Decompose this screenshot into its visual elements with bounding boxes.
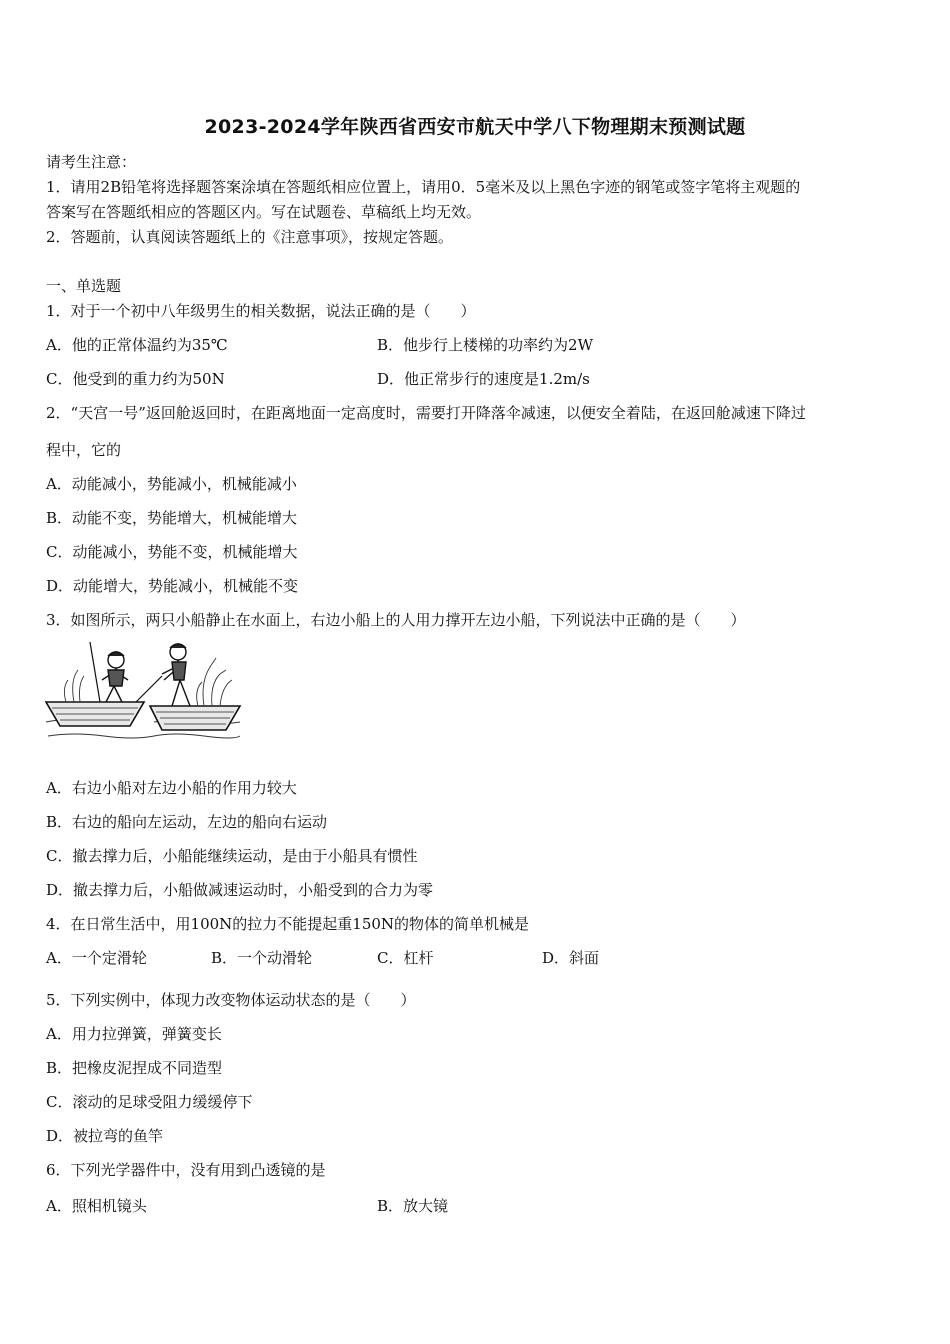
question-1-option-d: D．他正常步行的速度是1.2m/s — [377, 370, 590, 388]
question-3-stem: 3．如图所示，两只小船静止在水面上，右边小船上的人用力撑开左边小船，下列说法中正确的是（ ） — [46, 611, 746, 629]
right-person — [162, 644, 190, 706]
question-2-stem-line-2: 程中，它的 — [46, 441, 122, 459]
question-6-option-a: A．照相机镜头 — [46, 1197, 147, 1215]
notice-heading: 请考生注意： — [46, 153, 137, 171]
question-3-option-d: D．撤去撑力后，小船做减速运动时，小船受到的合力为零 — [46, 881, 434, 899]
question-4-option-a: A．一个定滑轮 — [46, 949, 147, 967]
question-3-option-c: C．撤去撑力后，小船能继续运动，是由于小船具有惯性 — [46, 847, 418, 865]
question-5-option-a: A．用力拉弹簧，弹簧变长 — [46, 1025, 222, 1043]
notice-item-1-line-1: 1．请用2B铅笔将选择题答案涂填在答题纸相应位置上，请用0．5毫米及以上黑色字迹的钢笔或签字笔将主观题的 — [46, 178, 801, 196]
notice-item-2: 2．答题前，认真阅读答题纸上的《注意事项》，按规定答题。 — [46, 228, 454, 246]
notice-item-1-line-2: 答案写在答题纸相应的答题区内。写在试题卷、草稿纸上均无效。 — [46, 203, 482, 221]
left-person — [102, 652, 128, 702]
question-5-stem: 5．下列实例中，体现力改变物体运动状态的是（ ） — [46, 991, 416, 1009]
question-4-option-d: D．斜面 — [542, 949, 600, 967]
question-2-stem-line-1: 2．“天宫一号”返回舱返回时，在距离地面一定高度时，需要打开降落伞减速，以便安全着陆，在返回舱减速下降过 — [46, 404, 806, 422]
question-2-option-c: C．动能减小，势能不变，机械能增大 — [46, 543, 298, 561]
question-6-option-b: B．放大镜 — [377, 1197, 449, 1215]
question-4-option-c: C．杠杆 — [377, 949, 434, 967]
question-5-option-c: C．滚动的足球受阻力缓缓停下 — [46, 1093, 253, 1111]
question-3-option-b: B．右边的船向左运动，左边的船向右运动 — [46, 813, 328, 831]
question-2-option-b: B．动能不变，势能增大，机械能增大 — [46, 509, 298, 527]
question-6-stem: 6．下列光学器件中，没有用到凸透镜的是 — [46, 1161, 326, 1179]
question-4-option-b: B．一个动滑轮 — [211, 949, 313, 967]
two-boats-figure — [44, 640, 244, 750]
question-1-stem: 1．对于一个初中八年级男生的相关数据，说法正确的是（ ） — [46, 302, 476, 320]
question-2-option-a: A．动能减小，势能减小，机械能减小 — [46, 475, 297, 493]
question-1-option-a: A．他的正常体温约为35℃ — [46, 336, 228, 354]
question-4-stem: 4．在日常生活中，用100N的拉力不能提起重150N的物体的简单机械是 — [46, 915, 530, 933]
question-5-option-d: D．被拉弯的鱼竿 — [46, 1127, 164, 1145]
section-heading: 一、单选题 — [46, 277, 122, 295]
question-2-option-d: D．动能增大，势能减小，机械能不变 — [46, 577, 299, 595]
question-5-option-b: B．把橡皮泥捏成不同造型 — [46, 1059, 223, 1077]
question-1-option-b: B．他步行上楼梯的功率约为2W — [377, 336, 593, 354]
exam-title: 2023-2024学年陕西省西安市航天中学八下物理期末预测试题 — [204, 116, 746, 138]
question-1-option-c: C．他受到的重力约为50N — [46, 370, 225, 388]
question-3-option-a: A．右边小船对左边小船的作用力较大 — [46, 779, 297, 797]
